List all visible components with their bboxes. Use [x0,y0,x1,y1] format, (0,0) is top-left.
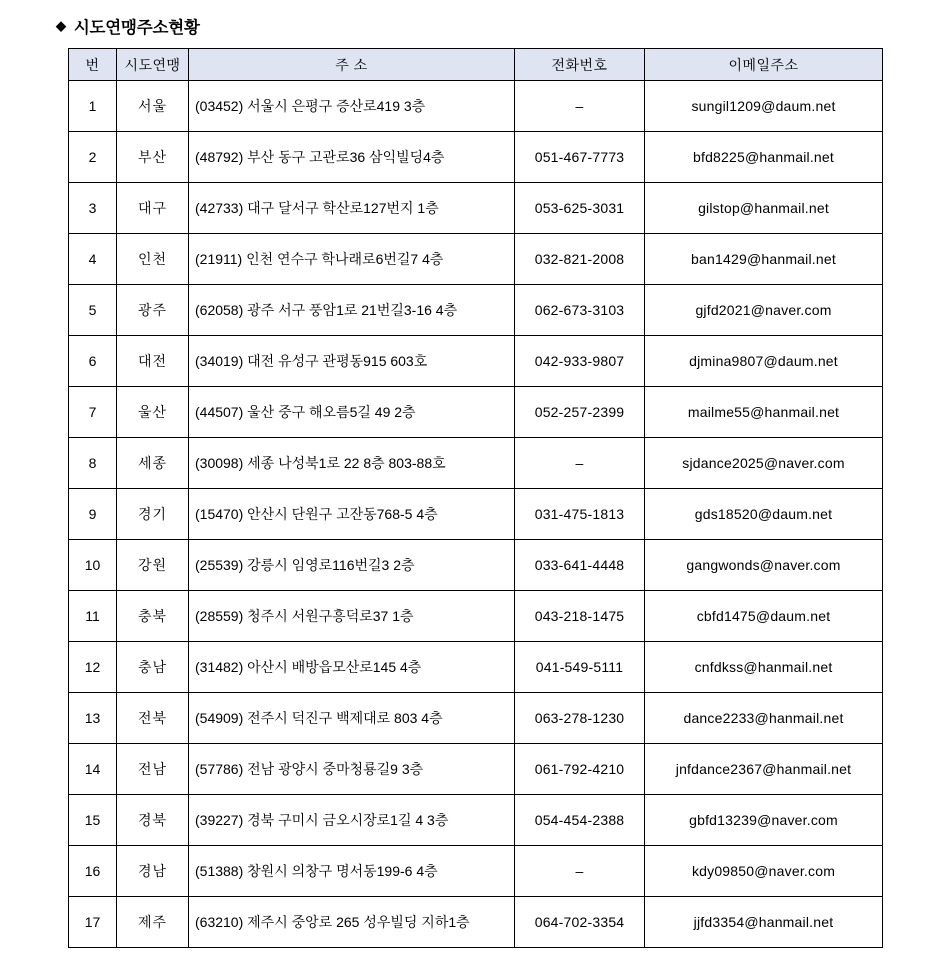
cell-federation: 부산 [117,132,189,183]
cell-phone: 054-454-2388 [515,795,645,846]
table-row [69,387,883,438]
table-row [69,336,883,387]
table-row [69,693,883,744]
page-title [56,14,950,38]
cell-email: gjfd2021@naver.com [645,285,883,336]
cell-number: 7 [69,387,117,438]
cell-address: (42733) 대구 달서구 학산로127번지 1층 [189,183,515,234]
cell-phone: 053-625-3031 [515,183,645,234]
cell-phone: – [515,438,645,489]
federation-address-table [68,48,883,948]
cell-email: dance2233@hanmail.net [645,693,883,744]
table-row [69,795,883,846]
cell-federation: 충남 [117,642,189,693]
cell-federation: 전북 [117,693,189,744]
cell-email: cnfdkss@hanmail.net [645,642,883,693]
table-row [69,744,883,795]
cell-email: bfd8225@hanmail.net [645,132,883,183]
cell-number: 9 [69,489,117,540]
cell-email: cbfd1475@daum.net [645,591,883,642]
page-title-text: 시도연맹주소현황 [73,19,200,37]
cell-phone: 032-821-2008 [515,234,645,285]
cell-phone: 043-218-1475 [515,591,645,642]
cell-federation: 울산 [117,387,189,438]
cell-number: 15 [69,795,117,846]
cell-number: 4 [69,234,117,285]
cell-email: gilstop@hanmail.net [645,183,883,234]
table-row [69,183,883,234]
cell-address: (03452) 서울시 은평구 증산로419 3층 [189,81,515,132]
cell-number: 5 [69,285,117,336]
cell-phone: – [515,846,645,897]
table-row [69,642,883,693]
cell-phone: – [515,81,645,132]
cell-address: (25539) 강릉시 임영로116번길3 2층 [189,540,515,591]
table-row [69,81,883,132]
cell-number: 14 [69,744,117,795]
table-row [69,897,883,948]
column-header-federation: 시도연맹 [117,49,189,81]
table-row [69,234,883,285]
table-row [69,591,883,642]
cell-number: 2 [69,132,117,183]
cell-email: kdy09850@naver.com [645,846,883,897]
cell-phone: 052-257-2399 [515,387,645,438]
cell-email: gangwonds@naver.com [645,540,883,591]
table-row [69,540,883,591]
cell-number: 17 [69,897,117,948]
cell-phone: 042-933-9807 [515,336,645,387]
cell-address: (44507) 울산 중구 해오름5길 49 2층 [189,387,515,438]
cell-federation: 제주 [117,897,189,948]
cell-address: (34019) 대전 유성구 관평동915 603호 [189,336,515,387]
cell-number: 6 [69,336,117,387]
cell-phone: 063-278-1230 [515,693,645,744]
column-header-address: 주 소 [189,49,515,81]
cell-phone: 033-641-4448 [515,540,645,591]
cell-number: 12 [69,642,117,693]
table-row [69,846,883,897]
cell-email: gbfd13239@naver.com [645,795,883,846]
cell-address: (63210) 제주시 중앙로 265 성우빌딩 지하1층 [189,897,515,948]
column-header-phone: 전화번호 [515,49,645,81]
cell-phone: 051-467-7773 [515,132,645,183]
cell-phone: 031-475-1813 [515,489,645,540]
cell-number: 1 [69,81,117,132]
diamond-bullet-icon: ◆ [56,17,66,33]
table-row [69,438,883,489]
cell-number: 16 [69,846,117,897]
table-body [69,81,883,948]
table-row [69,132,883,183]
cell-email: jjfd3354@hanmail.net [645,897,883,948]
cell-address: (51388) 창원시 의창구 명서동199-6 4층 [189,846,515,897]
cell-federation: 경북 [117,795,189,846]
cell-email: djmina9807@daum.net [645,336,883,387]
cell-federation: 충북 [117,591,189,642]
cell-address: (30098) 세종 나성북1로 22 8층 803-88호 [189,438,515,489]
cell-number: 3 [69,183,117,234]
column-header-number: 번 [69,49,117,81]
cell-address: (15470) 안산시 단원구 고잔동768-5 4층 [189,489,515,540]
table-header [69,49,883,81]
cell-address: (57786) 전남 광양시 중마청룡길9 3층 [189,744,515,795]
cell-federation: 광주 [117,285,189,336]
cell-federation: 대구 [117,183,189,234]
cell-address: (31482) 아산시 배방읍모산로145 4층 [189,642,515,693]
cell-address: (62058) 광주 서구 풍암1로 21번길3-16 4층 [189,285,515,336]
cell-email: sjdance2025@naver.com [645,438,883,489]
cell-federation: 경남 [117,846,189,897]
cell-federation: 강원 [117,540,189,591]
cell-address: (39227) 경북 구미시 금오시장로1길 4 3층 [189,795,515,846]
cell-federation: 세종 [117,438,189,489]
column-header-email: 이메일주소 [645,49,883,81]
cell-federation: 대전 [117,336,189,387]
table-header-row [69,49,883,81]
cell-address: (21911) 인천 연수구 학나래로6번길7 4층 [189,234,515,285]
cell-number: 8 [69,438,117,489]
cell-address: (28559) 청주시 서원구흥덕로37 1층 [189,591,515,642]
cell-federation: 경기 [117,489,189,540]
cell-phone: 041-549-5111 [515,642,645,693]
cell-address: (48792) 부산 동구 고관로36 삼익빌딩4층 [189,132,515,183]
table-row [69,489,883,540]
cell-number: 10 [69,540,117,591]
cell-address: (54909) 전주시 덕진구 백제대로 803 4층 [189,693,515,744]
cell-email: gds18520@daum.net [645,489,883,540]
table-row [69,285,883,336]
cell-email: jnfdance2367@hanmail.net [645,744,883,795]
cell-federation: 인천 [117,234,189,285]
cell-phone: 062-673-3103 [515,285,645,336]
cell-email: sungil1209@daum.net [645,81,883,132]
cell-federation: 전남 [117,744,189,795]
cell-email: ban1429@hanmail.net [645,234,883,285]
cell-phone: 061-792-4210 [515,744,645,795]
cell-federation: 서울 [117,81,189,132]
cell-number: 11 [69,591,117,642]
cell-email: mailme55@hanmail.net [645,387,883,438]
cell-number: 13 [69,693,117,744]
cell-phone: 064-702-3354 [515,897,645,948]
